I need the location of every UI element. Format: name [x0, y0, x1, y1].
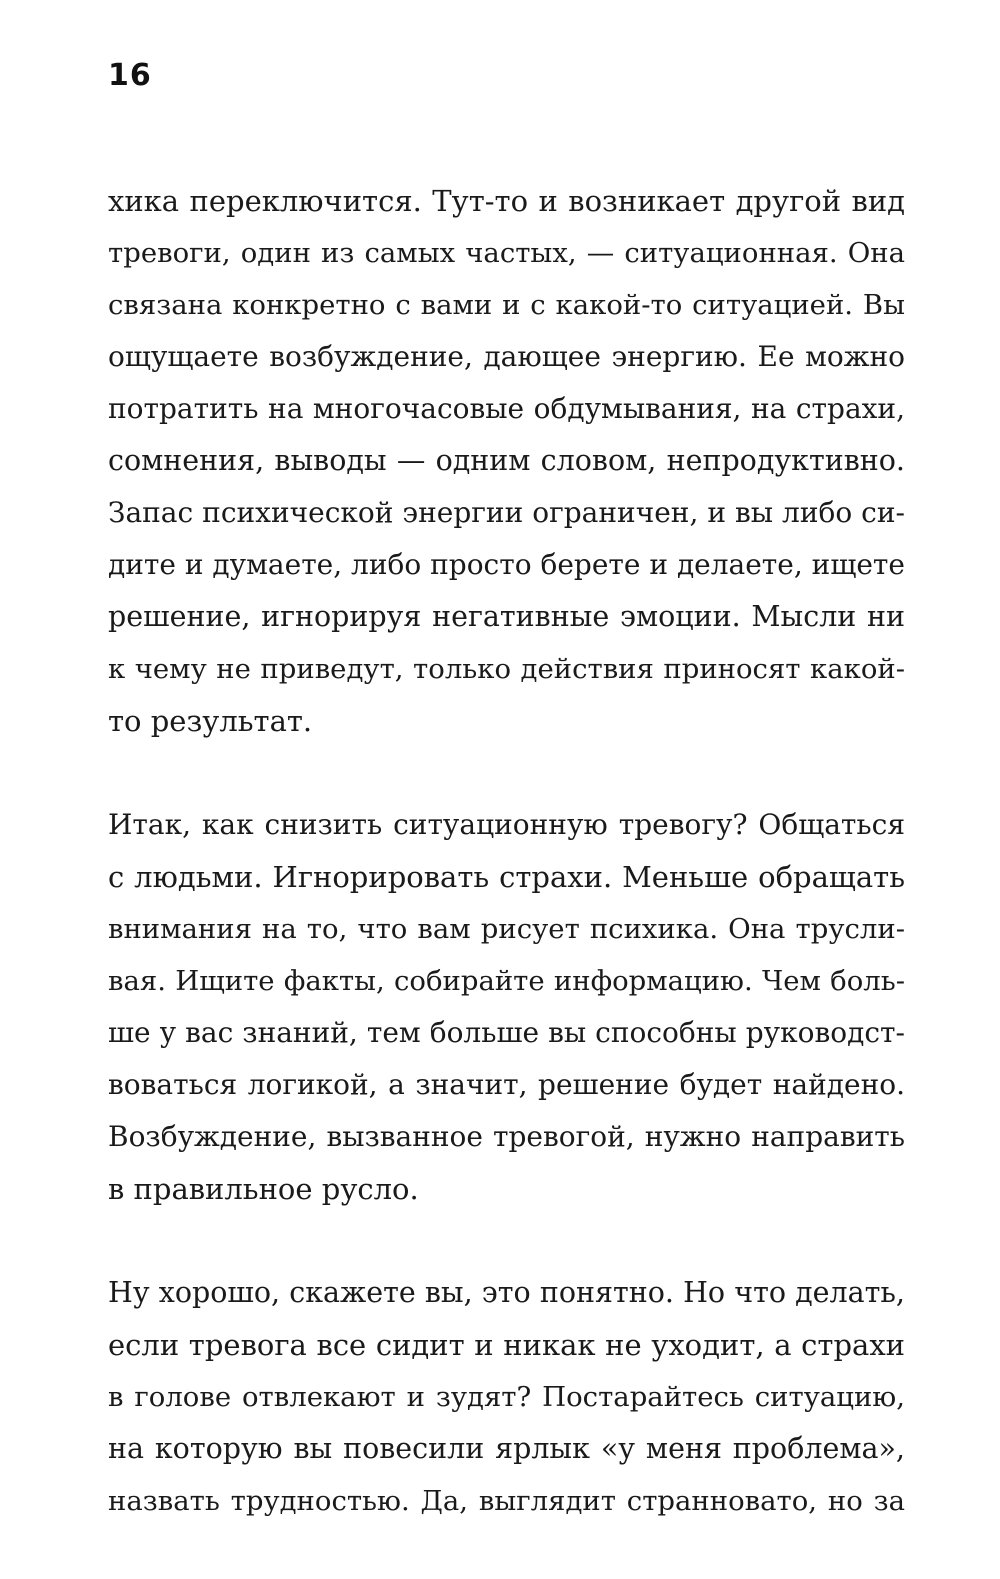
- paragraph: [108, 175, 905, 747]
- text-line: то результат.: [108, 704, 313, 738]
- text-line: Итак, как снизить ситуационную тревогу? Общаться: [108, 808, 905, 841]
- text-line: внимания на то, что вам рисует психика. Она трусли-: [108, 913, 905, 945]
- page-number: 16: [108, 58, 152, 93]
- text-line: дите и думаете, либо просто берете и делаете, ищете: [108, 548, 905, 581]
- text-line: к чему не приведут, только действия приносят какой-: [108, 653, 905, 685]
- text-line: связана конкретно с вами и с какой-то ситуацией. Вы: [108, 289, 905, 321]
- text-line: если тревога все сидит и никак не уходит, а страхи: [108, 1328, 905, 1362]
- text-line: Запас психической энергии ограничен, и вы либо си-: [108, 496, 905, 529]
- text-line: тревоги, один из самых частых, — ситуационная. Она: [108, 237, 905, 269]
- text-line: на которую вы повесили ярлык «у меня проблема»,: [108, 1432, 905, 1465]
- text-line: хика переключится. Тут-то и возникает другой вид: [108, 184, 905, 218]
- paragraph: [108, 1267, 905, 1527]
- text-line: ощущаете возбуждение, дающее энергию. Ее можно: [108, 340, 905, 373]
- text-line: воваться логикой, а значит, решение будет найдено.: [108, 1068, 905, 1101]
- text-line: в правильное русло.: [108, 1172, 419, 1206]
- text-line: в голове отвлекают и зудят? Постарайтесь ситуацию,: [108, 1381, 905, 1413]
- text-line: ше у вас знаний, тем больше вы способны руководст-: [108, 1016, 905, 1049]
- text-line: потратить на многочасовые обдумывания, на страхи,: [108, 392, 905, 425]
- text-line: Ну хорошо, скажете вы, это понятно. Но что делать,: [108, 1276, 905, 1309]
- text-line: Возбуждение, вызванное тревогой, нужно направить: [108, 1120, 905, 1153]
- body-text: [108, 175, 905, 1579]
- text-line: с людьми. Игнорировать страхи. Меньше обращать: [108, 860, 905, 894]
- text-line: решение, игнорируя негативные эмоции. Мысли ни: [108, 600, 905, 633]
- text-line: вая. Ищите факты, собирайте информацию. Чем боль-: [108, 965, 905, 997]
- text-line: сомнения, выводы — одним словом, непродуктивно.: [108, 444, 905, 477]
- paragraph: [108, 799, 905, 1215]
- text-line: назвать трудностью. Да, выглядит странновато, но за: [108, 1485, 905, 1517]
